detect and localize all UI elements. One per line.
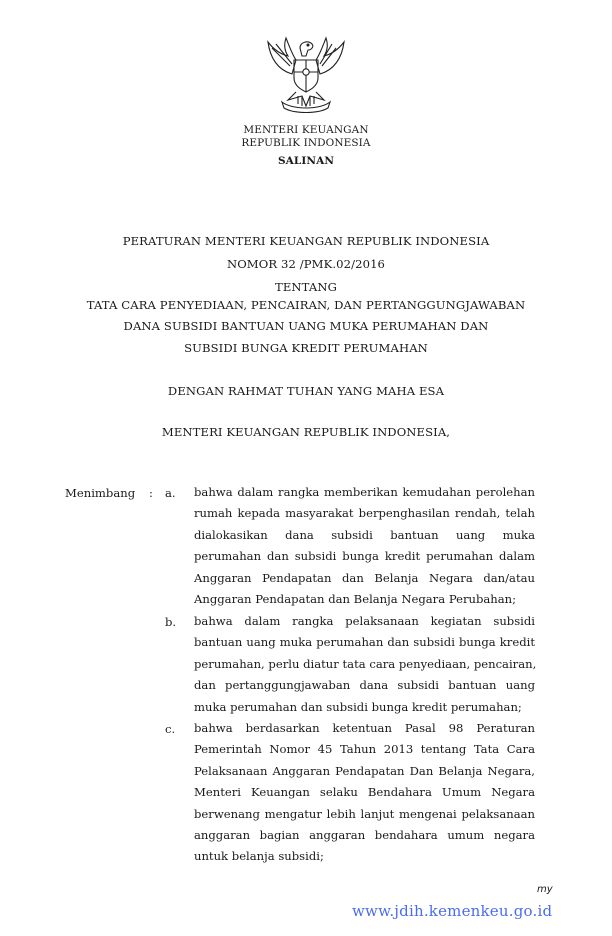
text-line: berwenang mengatur lebih lanjut mengenai pelaksanaan: [194, 806, 535, 821]
text-line: untuk belanja subsidi;: [194, 849, 324, 864]
text-line: Anggaran Pendapatan dan Belanja Negara dan/atau: [194, 570, 535, 585]
text-line: dialokasikan dana subsidi bantuan uang muka: [194, 527, 535, 542]
institution-line-2: REPUBLIK INDONESIA: [241, 137, 371, 149]
subject-line-1: TATA CARA PENYEDIAAN, PENCAIRAN, DAN PERTANGGUNGJAWABAN: [86, 298, 526, 312]
text-line: bahwa dalam rangka memberikan kemudahan perolehan: [194, 485, 535, 499]
text-line: Anggaran Pendapatan dan Belanja Negara Perubahan;: [194, 591, 517, 606]
item-a-letter: a.: [165, 486, 176, 500]
text-line: perumahan, perlu diatur tata cara penyediaan, pencairan,: [194, 656, 537, 671]
copy-stamp: SALINAN: [277, 155, 335, 167]
text-line: bahwa dalam rangka pelaksanaan kegiatan subsidi: [194, 614, 535, 628]
initials-paraf: my: [537, 884, 553, 895]
text-line: bantuan uang muka perumahan dan subsidi bunga kredit: [194, 635, 535, 650]
subject-line-2: DANA SUBSIDI BANTUAN UANG MUKA PERUMAHAN DAN: [123, 319, 489, 333]
text-line: Menteri Keuangan selaku Bendahara Umum Negara: [194, 785, 535, 800]
regarding-label: TENTANG: [275, 280, 337, 294]
considering-label: Menimbang: [65, 486, 136, 500]
item-b-body: [194, 611, 535, 718]
text-line: rumah kepada masyarakat berpenghasilan rendah, telah: [194, 506, 535, 521]
text-line: Pemerintah Nomor 45 Tahun 2013 tentang Tata Cara: [194, 742, 535, 757]
institution-line-1: MENTERI KEUANGAN: [243, 124, 369, 136]
item-b-letter: b.: [165, 615, 177, 629]
considering-colon: :: [149, 486, 153, 500]
item-a-body: [194, 482, 535, 610]
regulation-number: NOMOR 32 /PMK.02/2016: [226, 257, 386, 271]
text-line: dan pertanggungjawaban dana subsidi bantuan uang: [194, 678, 535, 693]
garuda-emblem-icon: [262, 34, 350, 116]
website-link[interactable]: www.jdih.kemenkeu.go.id: [352, 902, 553, 920]
text-line: bahwa berdasarkan ketentuan Pasal 98 Peraturan: [194, 721, 535, 735]
text-line: anggaran bagian anggaran bendahara umum negara: [194, 827, 535, 842]
regulation-title: PERATURAN MENTERI KEUANGAN REPUBLIK INDONESIA: [122, 234, 490, 248]
subject-line-3: SUBSIDI BUNGA KREDIT PERUMAHAN: [184, 341, 428, 355]
text-line: Pelaksanaan Anggaran Pendapatan Dan Belanja Negara,: [194, 763, 535, 778]
text-line: muka perumahan dan subsidi bunga kredit perumahan;: [194, 699, 522, 714]
item-c-body: [194, 718, 535, 868]
text-line: perumahan dan subsidi bunga kredit perumahan dalam: [194, 549, 535, 564]
authority: MENTERI KEUANGAN REPUBLIK INDONESIA,: [161, 425, 451, 439]
invocation: DENGAN RAHMAT TUHAN YANG MAHA ESA: [167, 384, 445, 398]
item-c-letter: c.: [165, 722, 176, 736]
